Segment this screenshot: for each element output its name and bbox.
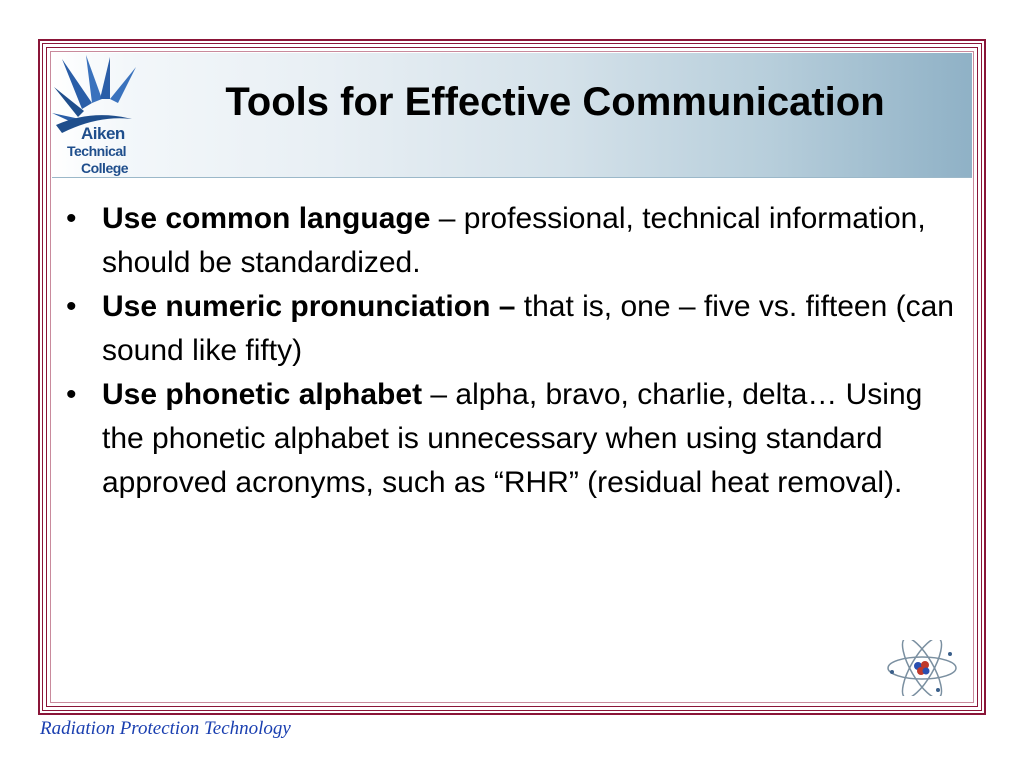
bullet-heading: Use common language bbox=[102, 202, 431, 235]
bullet-heading: Use numeric pronunciation – bbox=[102, 290, 516, 323]
aiken-logo bbox=[52, 53, 144, 177]
bullet-glyph: • bbox=[66, 378, 77, 411]
bullet-glyph: • bbox=[66, 202, 77, 235]
bullet-text: – professional, technical information, should be standardized. bbox=[102, 202, 926, 279]
bullet-text: that is, one – five vs. fifteen (can sound like fifty) bbox=[102, 290, 954, 367]
bullet-item-common-language bbox=[60, 197, 965, 285]
logo-line-college: College bbox=[81, 160, 129, 176]
bullet-heading: Use phonetic alphabet bbox=[102, 378, 423, 411]
slide-title: Tools for Effective Communication bbox=[225, 80, 885, 124]
bullet-list bbox=[60, 197, 965, 505]
bullet-item-numeric-pronunciation bbox=[60, 285, 965, 373]
logo-line-technical: Technical bbox=[67, 143, 127, 159]
atom-icon bbox=[884, 640, 960, 696]
bullet-glyph: • bbox=[66, 290, 77, 323]
bullet-item-phonetic-alphabet bbox=[60, 373, 965, 505]
bullet-text: – alpha, bravo, charlie, delta… Using the phonetic alphabet is unnecessary when using standard approved acronyms, such as “RHR” (residual heat removal). bbox=[102, 378, 923, 499]
footer-course-title: Radiation Protection Technology bbox=[40, 718, 291, 739]
logo-line-aiken: Aiken bbox=[81, 124, 125, 143]
